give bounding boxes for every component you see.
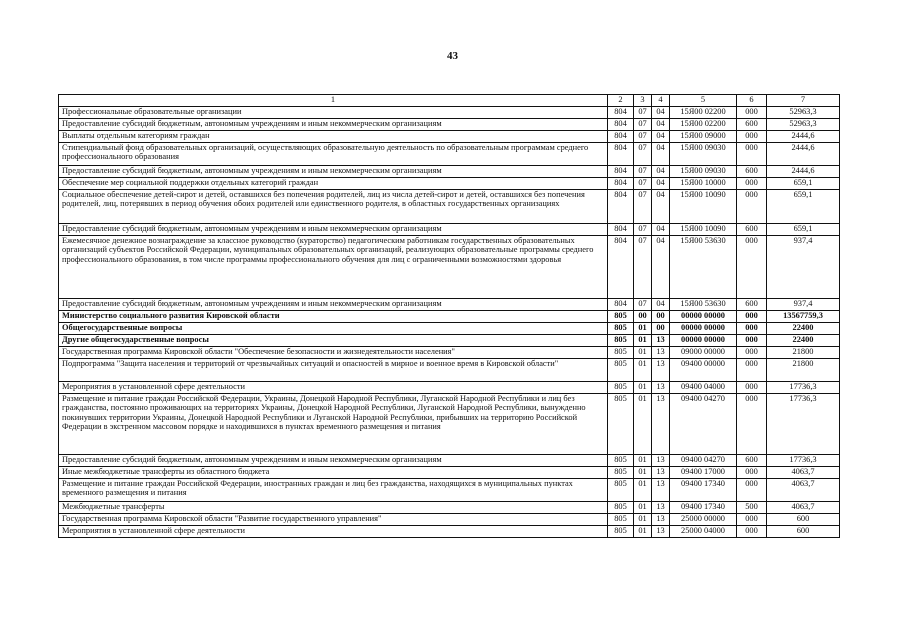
row-subsection-cell: 13: [652, 467, 670, 479]
row-expense-type-cell: 000: [737, 467, 767, 479]
row-code-cell: 804: [608, 299, 634, 311]
row-expense-type-cell: 000: [737, 514, 767, 526]
row-code-cell: 804: [608, 119, 634, 131]
row-expense-type-cell: 000: [737, 394, 767, 455]
row-target-article-cell: 09400 17340: [670, 479, 737, 502]
row-target-article-cell: 09000 00000: [670, 347, 737, 359]
row-target-article-cell: 09400 04000: [670, 382, 737, 394]
row-target-article-cell: 15Я00 09030: [670, 166, 737, 178]
row-target-article-cell: 15Я00 53630: [670, 236, 737, 299]
row-amount-cell: 4063,7: [767, 502, 840, 514]
row-section-cell: 07: [634, 299, 652, 311]
row-expense-type-cell: 000: [737, 382, 767, 394]
row-amount-cell: 2444,6: [767, 166, 840, 178]
table-row: [59, 143, 840, 166]
column-header: 2: [608, 95, 634, 107]
row-subsection-cell: 04: [652, 119, 670, 131]
row-subsection-cell: 13: [652, 479, 670, 502]
row-amount-cell: 22400: [767, 323, 840, 335]
row-expense-type-cell: 000: [737, 236, 767, 299]
row-section-cell: 01: [634, 455, 652, 467]
row-expense-type-cell: 000: [737, 479, 767, 502]
row-expense-type-cell: 000: [737, 323, 767, 335]
table-row: [59, 382, 840, 394]
row-target-article-cell: 25000 00000: [670, 514, 737, 526]
row-section-cell: 01: [634, 359, 652, 382]
row-section-cell: 07: [634, 119, 652, 131]
row-subsection-cell: 04: [652, 107, 670, 119]
row-subsection-cell: 13: [652, 382, 670, 394]
row-subsection-cell: 13: [652, 347, 670, 359]
row-name-cell: Выплаты отдельным категориям граждан: [59, 131, 608, 143]
row-expense-type-cell: 000: [737, 526, 767, 538]
row-name-cell: Подпрограмма "Защита населения и территорий от чрезвычайных ситуаций и опасностей в мирное и военное время в Кировской области": [59, 359, 608, 382]
row-expense-type-cell: 000: [737, 190, 767, 224]
row-expense-type-cell: 600: [737, 455, 767, 467]
row-subsection-cell: 13: [652, 394, 670, 455]
row-name-cell: Иные межбюджетные трансферты из областного бюджета: [59, 467, 608, 479]
row-target-article-cell: 09400 17000: [670, 467, 737, 479]
row-name-cell: Межбюджетные трансферты: [59, 502, 608, 514]
table-row: [59, 455, 840, 467]
row-subsection-cell: 13: [652, 335, 670, 347]
row-code-cell: 804: [608, 107, 634, 119]
row-target-article-cell: 09400 04270: [670, 394, 737, 455]
row-amount-cell: 22400: [767, 335, 840, 347]
row-amount-cell: 17736,3: [767, 394, 840, 455]
row-section-cell: 01: [634, 479, 652, 502]
row-target-article-cell: 09400 04270: [670, 455, 737, 467]
row-code-cell: 804: [608, 131, 634, 143]
table-row: [59, 166, 840, 178]
row-section-cell: 01: [634, 502, 652, 514]
row-section-cell: 01: [634, 382, 652, 394]
row-name-cell: Предоставление субсидий бюджетным, автономным учреждениям и иным некоммерческим организациям: [59, 224, 608, 236]
row-code-cell: 805: [608, 323, 634, 335]
table-row: [59, 119, 840, 131]
row-code-cell: 805: [608, 479, 634, 502]
table-header-row: [59, 95, 840, 107]
row-subsection-cell: 04: [652, 224, 670, 236]
row-expense-type-cell: 000: [737, 311, 767, 323]
row-code-cell: 805: [608, 347, 634, 359]
row-subsection-cell: 13: [652, 359, 670, 382]
table-row: [59, 335, 840, 347]
row-target-article-cell: 15Я00 02200: [670, 107, 737, 119]
row-amount-cell: 4063,7: [767, 467, 840, 479]
table-row: [59, 514, 840, 526]
column-header: 3: [634, 95, 652, 107]
row-name-cell: Ежемесячное денежное вознаграждение за классное руководство (кураторство) педагогическим работникам государственных образовательных организаций субъектов Российской Федерации, муниципальных образовательных организаций, реализующих образовательные программы среднего профессионального образования, в том числе программы профессионального обучения для лиц с ограниченными возможностями здоровья: [59, 236, 608, 299]
row-target-article-cell: 00000 00000: [670, 323, 737, 335]
table-row: [59, 236, 840, 299]
row-target-article-cell: 15Я00 09030: [670, 143, 737, 166]
row-amount-cell: 659,1: [767, 178, 840, 190]
row-code-cell: 804: [608, 143, 634, 166]
table-row: [59, 131, 840, 143]
table-row: [59, 359, 840, 382]
table-row: [59, 394, 840, 455]
row-target-article-cell: 00000 00000: [670, 335, 737, 347]
row-subsection-cell: 13: [652, 455, 670, 467]
row-amount-cell: 4063,7: [767, 479, 840, 502]
row-section-cell: 07: [634, 107, 652, 119]
row-subsection-cell: 04: [652, 131, 670, 143]
table-row: [59, 467, 840, 479]
row-section-cell: 01: [634, 394, 652, 455]
column-header: 7: [767, 95, 840, 107]
column-header: 1: [59, 95, 608, 107]
budget-table: [58, 94, 840, 538]
row-expense-type-cell: 000: [737, 335, 767, 347]
row-expense-type-cell: 000: [737, 131, 767, 143]
row-subsection-cell: 13: [652, 526, 670, 538]
row-section-cell: 07: [634, 224, 652, 236]
row-section-cell: 01: [634, 347, 652, 359]
row-section-cell: 01: [634, 526, 652, 538]
row-subsection-cell: 04: [652, 190, 670, 224]
row-section-cell: 07: [634, 131, 652, 143]
row-code-cell: 805: [608, 359, 634, 382]
table-row: [59, 224, 840, 236]
table-row: [59, 323, 840, 335]
row-section-cell: 01: [634, 335, 652, 347]
row-name-cell: Предоставление субсидий бюджетным, автономным учреждениям и иным некоммерческим организациям: [59, 299, 608, 311]
row-amount-cell: 21800: [767, 347, 840, 359]
row-section-cell: 00: [634, 311, 652, 323]
row-code-cell: 804: [608, 224, 634, 236]
page-number: 43: [447, 50, 458, 62]
row-section-cell: 07: [634, 166, 652, 178]
table-row: [59, 479, 840, 502]
row-expense-type-cell: 000: [737, 347, 767, 359]
row-section-cell: 01: [634, 467, 652, 479]
row-code-cell: 805: [608, 335, 634, 347]
row-amount-cell: 600: [767, 526, 840, 538]
row-name-cell: Другие общегосударственные вопросы: [59, 335, 608, 347]
row-expense-type-cell: 500: [737, 502, 767, 514]
row-name-cell: Государственная программа Кировской области "Обеспечение безопасности и жизнедеятельности населения": [59, 347, 608, 359]
row-name-cell: Мероприятия в установленной сфере деятельности: [59, 526, 608, 538]
table-row: [59, 190, 840, 224]
row-expense-type-cell: 000: [737, 359, 767, 382]
table-row: [59, 502, 840, 514]
table-row: [59, 311, 840, 323]
row-target-article-cell: 15Я00 02200: [670, 119, 737, 131]
row-amount-cell: 2444,6: [767, 131, 840, 143]
row-amount-cell: 600: [767, 514, 840, 526]
row-subsection-cell: 04: [652, 166, 670, 178]
row-code-cell: 805: [608, 455, 634, 467]
row-expense-type-cell: 600: [737, 224, 767, 236]
row-code-cell: 805: [608, 502, 634, 514]
table-row: [59, 178, 840, 190]
row-code-cell: 805: [608, 514, 634, 526]
row-section-cell: 01: [634, 514, 652, 526]
row-code-cell: 805: [608, 467, 634, 479]
row-section-cell: 07: [634, 178, 652, 190]
row-name-cell: Мероприятия в установленной сфере деятельности: [59, 382, 608, 394]
row-name-cell: Предоставление субсидий бюджетным, автономным учреждениям и иным некоммерческим организациям: [59, 455, 608, 467]
row-code-cell: 804: [608, 236, 634, 299]
row-amount-cell: 659,1: [767, 190, 840, 224]
row-name-cell: Социальное обеспечение детей-сирот и детей, оставшихся без попечения родителей, лиц из числа детей-сирот и детей, оставшихся без попечения родителей, лиц, потерявших в период обучения обоих родителей или единственного родителя, в областных государственных организациях: [59, 190, 608, 224]
row-amount-cell: 2444,6: [767, 143, 840, 166]
row-section-cell: 07: [634, 190, 652, 224]
row-target-article-cell: 09400 17340: [670, 502, 737, 514]
row-section-cell: 07: [634, 236, 652, 299]
row-subsection-cell: 13: [652, 514, 670, 526]
row-amount-cell: 659,1: [767, 224, 840, 236]
row-subsection-cell: 00: [652, 323, 670, 335]
row-name-cell: Размещение и питание граждан Российской Федерации, иностранных граждан и лиц без гражданства, находящихся в муниципальных пунктах временного размещения и питания: [59, 479, 608, 502]
table-row: [59, 107, 840, 119]
row-name-cell: Обеспечение мер социальной поддержки отдельных категорий граждан: [59, 178, 608, 190]
row-name-cell: Стипендиальный фонд образовательных организаций, осуществляющих образовательную деятельность по образовательным программам среднего профессионального образования: [59, 143, 608, 166]
row-subsection-cell: 13: [652, 502, 670, 514]
row-amount-cell: 52963,3: [767, 107, 840, 119]
row-amount-cell: 52963,3: [767, 119, 840, 131]
row-name-cell: Предоставление субсидий бюджетным, автономным учреждениям и иным некоммерческим организациям: [59, 166, 608, 178]
row-amount-cell: 21800: [767, 359, 840, 382]
row-subsection-cell: 04: [652, 143, 670, 166]
row-amount-cell: 17736,3: [767, 455, 840, 467]
column-header: 6: [737, 95, 767, 107]
row-name-cell: Предоставление субсидий бюджетным, автономным учреждениям и иным некоммерческим организациям: [59, 119, 608, 131]
row-code-cell: 805: [608, 394, 634, 455]
row-name-cell: Министерство социального развития Кировской области: [59, 311, 608, 323]
row-name-cell: Общегосударственные вопросы: [59, 323, 608, 335]
row-amount-cell: 13567759,3: [767, 311, 840, 323]
row-code-cell: 805: [608, 382, 634, 394]
table-row: [59, 526, 840, 538]
row-name-cell: Размещение и питание граждан Российской Федерации, Украины, Донецкой Народной Республики, Луганской Народной Республики и лиц без гражданства, постоянно проживающих на территориях Украины, Донецкой Народной Республики, Луганской Народной Республики, вынужденно покинувших территории Украины, Донецкой Народной Республики и Луганской Народной Республики, прибывших на территорию Российской Федерации в экстренном массовом порядке и находившихся в пунктах временного размещения и питания: [59, 394, 608, 455]
row-target-article-cell: 15Я00 10000: [670, 178, 737, 190]
row-subsection-cell: 04: [652, 236, 670, 299]
row-expense-type-cell: 000: [737, 107, 767, 119]
table-row: [59, 347, 840, 359]
row-subsection-cell: 00: [652, 311, 670, 323]
row-code-cell: 805: [608, 311, 634, 323]
row-target-article-cell: 25000 04000: [670, 526, 737, 538]
row-section-cell: 07: [634, 143, 652, 166]
row-target-article-cell: 15Я00 10090: [670, 224, 737, 236]
row-expense-type-cell: 000: [737, 178, 767, 190]
row-section-cell: 01: [634, 323, 652, 335]
row-subsection-cell: 04: [652, 299, 670, 311]
row-code-cell: 804: [608, 190, 634, 224]
row-code-cell: 804: [608, 166, 634, 178]
row-expense-type-cell: 600: [737, 166, 767, 178]
column-header: 5: [670, 95, 737, 107]
row-target-article-cell: 00000 00000: [670, 311, 737, 323]
row-target-article-cell: 15Я00 53630: [670, 299, 737, 311]
row-target-article-cell: 15Я00 10090: [670, 190, 737, 224]
row-amount-cell: 937,4: [767, 299, 840, 311]
column-header: 4: [652, 95, 670, 107]
table-row: [59, 299, 840, 311]
row-subsection-cell: 04: [652, 178, 670, 190]
row-expense-type-cell: 600: [737, 119, 767, 131]
row-code-cell: 805: [608, 526, 634, 538]
row-amount-cell: 937,4: [767, 236, 840, 299]
row-name-cell: Профессиональные образовательные организации: [59, 107, 608, 119]
row-name-cell: Государственная программа Кировской области "Развитие государственного управления": [59, 514, 608, 526]
row-target-article-cell: 15Я00 09000: [670, 131, 737, 143]
row-amount-cell: 17736,3: [767, 382, 840, 394]
row-expense-type-cell: 600: [737, 299, 767, 311]
row-target-article-cell: 09400 00000: [670, 359, 737, 382]
row-expense-type-cell: 000: [737, 143, 767, 166]
row-code-cell: 804: [608, 178, 634, 190]
